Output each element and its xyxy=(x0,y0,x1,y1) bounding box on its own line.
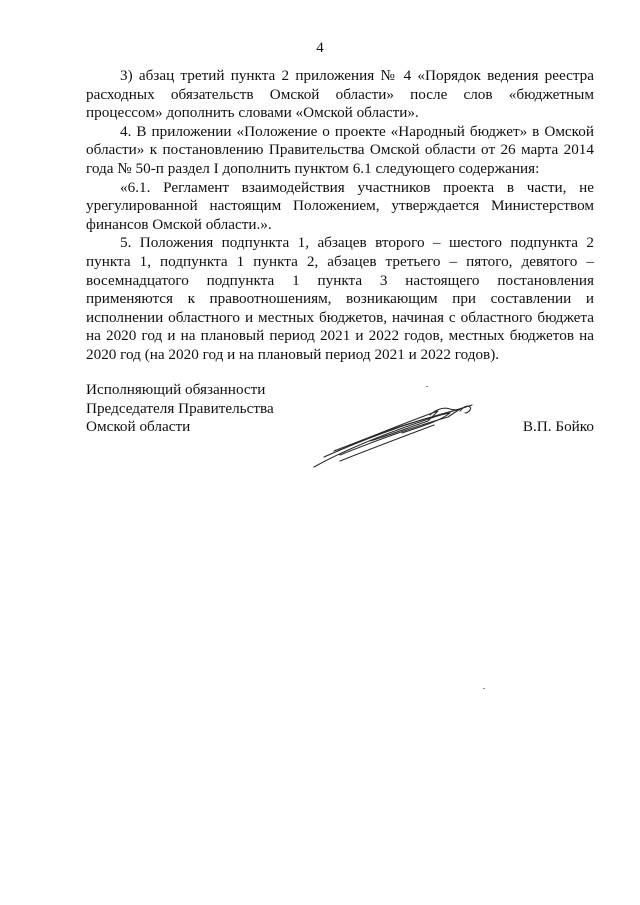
scan-speck xyxy=(483,688,485,689)
paragraph-point-6-1-quote: «6.1. Регламент взаимодействия участников проекта в части, не урегулированной настоящим Положением, утверждается Министерством финансов Омской области.». xyxy=(86,178,594,233)
scan-speck xyxy=(426,386,428,387)
signature-block xyxy=(86,381,594,481)
paragraph-point-5: 5. Положения подпункта 1, абзацев второго – шестого подпункта 2 пункта 1, подпункта 1 пункта 2, абзацев третьего – пятого, девятого – восемнадцатого подпункта 1 пункта 3 настоящего постановления применяются к правоотношениям, возникающим при составлении и исполнении областного и местных бюджетов, начиная с областного бюджета на 2020 год и на плановый период 2021 и 2022 годов, местных бюджетов на 2020 год (на 2020 год и на плановый период 2021 и 2022 годов). xyxy=(86,234,594,363)
signer-title-line: Председателя Правительства xyxy=(86,399,274,417)
page-number: 4 xyxy=(316,40,324,56)
paragraph-point-4: 4. В приложении «Положение о проекте «Народный бюджет» в Омской области» к постановлению Правительства Омской области от 26 марта 2014 года № 50-п раздел I дополнить пунктом 6.1 следующего содержания: xyxy=(86,122,594,177)
signer-title-line: Омской области xyxy=(86,418,191,436)
signer-title xyxy=(86,381,274,437)
signer-title-line: Исполняющий обязанности xyxy=(86,381,266,398)
handwritten-signature xyxy=(310,395,480,475)
document-body xyxy=(86,67,594,365)
paragraph-item-3: 3) абзац третий пункта 2 приложения № 4 «Порядок ведения реестра расходных обязательств Омской области» после слов «бюджетным процессом» дополнить словами «Омской области». xyxy=(86,67,594,122)
signer-name: В.П. Бойко xyxy=(522,418,594,435)
